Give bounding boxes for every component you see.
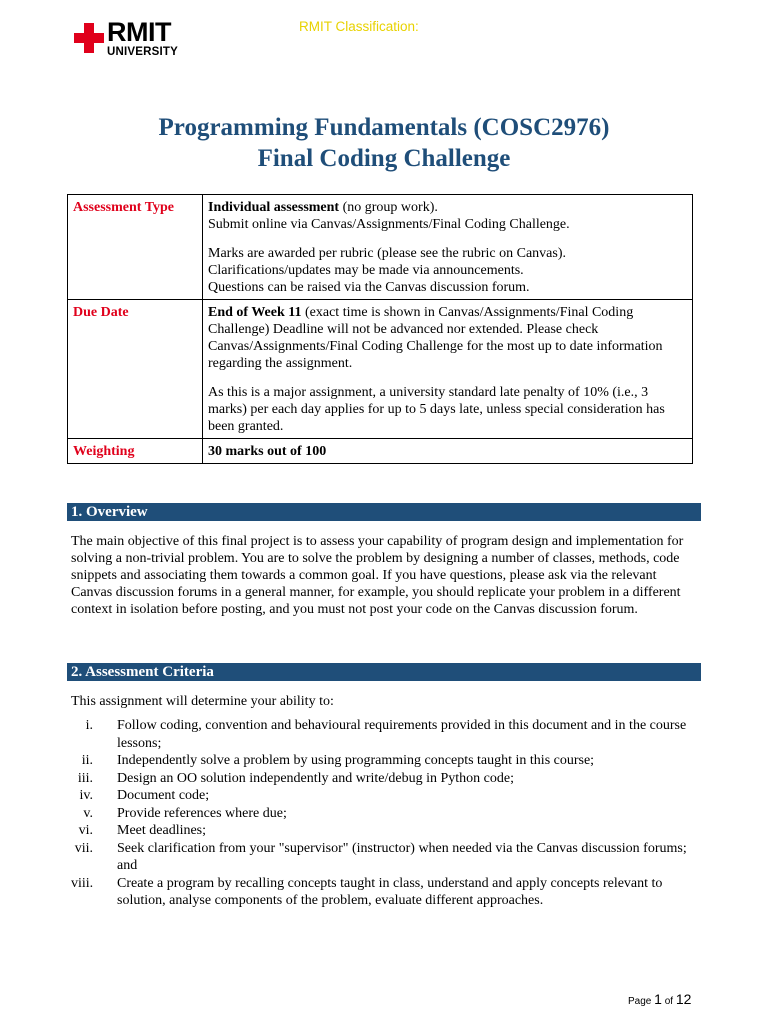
weighting-label: Weighting xyxy=(68,439,203,464)
table-row xyxy=(68,195,693,300)
document-subtitle: Final Coding Challenge xyxy=(257,145,511,172)
of-word: of xyxy=(661,996,676,1007)
criteria-intro: This assignment will determine your ability to: xyxy=(71,694,334,709)
assessment-type-bold: Individual assessment xyxy=(208,200,340,215)
assessment-info-table xyxy=(67,194,693,464)
criteria-list xyxy=(71,717,701,910)
clarifications-text: Clarifications/updates may be made via announcements. xyxy=(208,263,524,278)
list-item xyxy=(71,770,701,788)
overview-heading: 1. Overview xyxy=(67,503,701,521)
classification-label: RMIT Classification: xyxy=(299,19,419,34)
page-word: Page xyxy=(628,996,655,1007)
list-number: vi. xyxy=(78,823,93,838)
page-number: 1 xyxy=(654,991,662,1007)
list-number: vii. xyxy=(74,840,93,856)
list-item xyxy=(71,752,701,770)
rubric-text: Marks are awarded per rubric (please see the rubric on Canvas). xyxy=(208,246,567,261)
overview-text: The main objective of this final project is to assess your capability of program design and implementation for solving a non-trivial problem. You are to solve the problem by designing a number of classes, methods, code snippets and associating them towards a common goal. If you have questions, please ask via the relevant Canvas discussion forums in a general manner, for example, you should replicate your problem in a different context in isolation before posting, and you must not post your code on the Canvas discussion forum. xyxy=(71,534,684,617)
list-number: v. xyxy=(83,805,93,821)
list-item xyxy=(71,840,701,875)
list-text: Document code; xyxy=(117,788,210,803)
logo-name: RMIT xyxy=(107,17,171,47)
assessment-type-rest: (no group work). xyxy=(339,200,438,215)
list-number: ii. xyxy=(81,753,93,768)
page-total: 12 xyxy=(675,991,692,1007)
list-number: iv. xyxy=(79,788,93,803)
criteria-heading: 2. Assessment Criteria xyxy=(67,663,701,681)
due-date-value xyxy=(203,300,693,439)
list-text: Independently solve a problem by using programming concepts taught in this course; xyxy=(117,753,595,768)
list-number: i. xyxy=(85,718,93,733)
table-row xyxy=(68,439,693,464)
late-penalty-text: As this is a major assignment, a university standard late penalty of 10% (i.e., 3 marks) per each day applies for up to 5 days late, unless special consideration has been granted. xyxy=(208,385,665,434)
logo-subtitle: UNIVERSITY xyxy=(107,46,179,58)
list-text: Provide references where due; xyxy=(117,805,287,821)
assessment-type-label: Assessment Type xyxy=(68,195,203,300)
questions-text: Questions can be raised via the Canvas discussion forum. xyxy=(208,280,530,295)
list-item xyxy=(71,875,701,910)
list-number: viii. xyxy=(71,875,94,891)
list-text: Meet deadlines; xyxy=(117,823,207,838)
assessment-type-value xyxy=(203,195,693,300)
list-item xyxy=(71,787,701,805)
list-text: Create a program by recalling concepts taught in class, understand and apply concepts relevant to solution, analyse components of the problem, evaluate different approaches. xyxy=(117,875,663,908)
page-footer xyxy=(628,991,691,1009)
due-date-rest: (exact time is shown in Canvas/Assignments/Final Coding Challenge) Deadline will not be advanced nor extended. Please check Canvas/Assignments/Final Coding Challenge for the most up to date information regarding the assignment. xyxy=(208,305,663,371)
list-text: Seek clarification from your "supervisor" (instructor) when needed via the Canvas discussion forums; and xyxy=(117,840,687,873)
due-date-bold: End of Week 11 xyxy=(208,305,302,320)
weighting-bold: 30 marks out of 100 xyxy=(208,444,327,459)
list-text: Design an OO solution independently and write/debug in Python code; xyxy=(117,770,514,786)
rmit-logo xyxy=(74,19,194,63)
submission-text: Submit online via Canvas/Assignments/Final Coding Challenge. xyxy=(208,217,570,232)
weighting-value xyxy=(203,439,693,464)
list-item xyxy=(71,717,701,752)
rmit-flag-icon xyxy=(74,23,104,53)
list-text: Follow coding, convention and behavioural requirements provided in this document and in the course lessons; xyxy=(117,718,687,751)
table-row xyxy=(68,300,693,439)
list-number: iii. xyxy=(77,770,93,786)
due-date-label: Due Date xyxy=(68,300,203,439)
list-item xyxy=(71,822,701,840)
document-title: Programming Fundamentals (COSC2976) xyxy=(158,114,610,141)
list-item xyxy=(71,805,701,823)
